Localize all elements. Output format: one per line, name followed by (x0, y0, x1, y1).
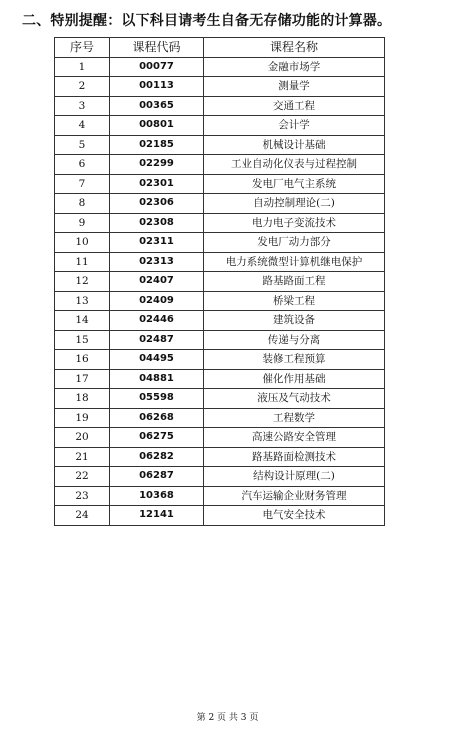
row-course-code: 02308 (110, 213, 204, 233)
row-seq: 4 (55, 116, 110, 136)
header-course-name: 课程名称 (204, 38, 385, 58)
row-course-name: 电力系统微型计算机继电保护 (204, 252, 385, 272)
row-course-code: 00077 (110, 57, 204, 77)
row-course-name: 工程数学 (204, 408, 385, 428)
row-seq: 23 (55, 486, 110, 506)
row-course-code: 02409 (110, 291, 204, 311)
row-course-code: 02313 (110, 252, 204, 272)
row-course-name: 会计学 (204, 116, 385, 136)
row-course-code: 00365 (110, 96, 204, 116)
row-course-code: 02446 (110, 311, 204, 331)
header-course-code: 课程代码 (110, 38, 204, 58)
row-seq: 13 (55, 291, 110, 311)
row-course-name: 交通工程 (204, 96, 385, 116)
row-seq: 8 (55, 194, 110, 214)
row-course-code: 02185 (110, 135, 204, 155)
table-row (55, 369, 385, 389)
table-row (55, 194, 385, 214)
table-row (55, 350, 385, 370)
table-row (55, 57, 385, 77)
table-row (55, 77, 385, 97)
row-course-code: 02311 (110, 233, 204, 253)
calculator-course-table (54, 37, 385, 526)
table-header-row (55, 38, 385, 58)
row-seq: 18 (55, 389, 110, 409)
row-seq: 22 (55, 467, 110, 487)
row-seq: 9 (55, 213, 110, 233)
table-row (55, 389, 385, 409)
row-seq: 17 (55, 369, 110, 389)
table-row (55, 155, 385, 175)
table-row (55, 252, 385, 272)
row-course-name: 路基路面工程 (204, 272, 385, 292)
row-course-name: 测量学 (204, 77, 385, 97)
row-course-code: 10368 (110, 486, 204, 506)
row-course-code: 02301 (110, 174, 204, 194)
row-course-code: 04495 (110, 350, 204, 370)
row-course-name: 桥梁工程 (204, 291, 385, 311)
row-seq: 6 (55, 155, 110, 175)
row-course-name: 装修工程预算 (204, 350, 385, 370)
row-course-name: 发电厂动力部分 (204, 233, 385, 253)
table-row (55, 447, 385, 467)
row-seq: 19 (55, 408, 110, 428)
table-row (55, 174, 385, 194)
row-course-name: 电气安全技术 (204, 506, 385, 526)
row-course-name: 自动控制理论(二) (204, 194, 385, 214)
table-row (55, 116, 385, 136)
row-course-name: 催化作用基础 (204, 369, 385, 389)
row-course-code: 04881 (110, 369, 204, 389)
row-course-code: 06268 (110, 408, 204, 428)
row-course-code: 06287 (110, 467, 204, 487)
row-seq: 21 (55, 447, 110, 467)
table-row (55, 408, 385, 428)
table-row (55, 467, 385, 487)
row-seq: 10 (55, 233, 110, 253)
table-row (55, 213, 385, 233)
table-row (55, 330, 385, 350)
row-seq: 2 (55, 77, 110, 97)
row-course-code: 02487 (110, 330, 204, 350)
table-row (55, 506, 385, 526)
row-seq: 15 (55, 330, 110, 350)
table-row (55, 291, 385, 311)
table-body (55, 57, 385, 525)
page-footer: 第 2 页 共 3 页 (196, 713, 259, 723)
row-course-code: 02407 (110, 272, 204, 292)
row-course-name: 汽车运输企业财务管理 (204, 486, 385, 506)
row-course-name: 液压及气动技术 (204, 389, 385, 409)
table-row (55, 96, 385, 116)
row-course-name: 高速公路安全管理 (204, 428, 385, 448)
row-course-code: 00113 (110, 77, 204, 97)
header-seq: 序号 (55, 38, 110, 58)
row-course-name: 机械设计基础 (204, 135, 385, 155)
table-row (55, 135, 385, 155)
row-course-code: 06282 (110, 447, 204, 467)
table-row (55, 272, 385, 292)
row-course-name: 结构设计原理(二) (204, 467, 385, 487)
table-row (55, 486, 385, 506)
row-course-name: 建筑设备 (204, 311, 385, 331)
row-course-code: 06275 (110, 428, 204, 448)
row-course-name: 发电厂电气主系统 (204, 174, 385, 194)
row-seq: 11 (55, 252, 110, 272)
row-seq: 5 (55, 135, 110, 155)
row-course-code: 02306 (110, 194, 204, 214)
table-row (55, 311, 385, 331)
row-course-code: 05598 (110, 389, 204, 409)
row-seq: 24 (55, 506, 110, 526)
table-row (55, 233, 385, 253)
row-course-code: 02299 (110, 155, 204, 175)
row-seq: 16 (55, 350, 110, 370)
row-course-name: 路基路面检测技术 (204, 447, 385, 467)
row-course-code: 00801 (110, 116, 204, 136)
row-course-name: 工业自动化仪表与过程控制 (204, 155, 385, 175)
row-seq: 7 (55, 174, 110, 194)
row-course-name: 传递与分离 (204, 330, 385, 350)
row-seq: 12 (55, 272, 110, 292)
row-course-name: 金融市场学 (204, 57, 385, 77)
row-course-code: 12141 (110, 506, 204, 526)
row-seq: 1 (55, 57, 110, 77)
table-row (55, 428, 385, 448)
row-seq: 20 (55, 428, 110, 448)
section-heading: 二、特别提醒：以下科目请考生自备无存储功能的计算器。 (22, 13, 392, 29)
row-seq: 3 (55, 96, 110, 116)
row-seq: 14 (55, 311, 110, 331)
row-course-name: 电力电子变流技术 (204, 213, 385, 233)
